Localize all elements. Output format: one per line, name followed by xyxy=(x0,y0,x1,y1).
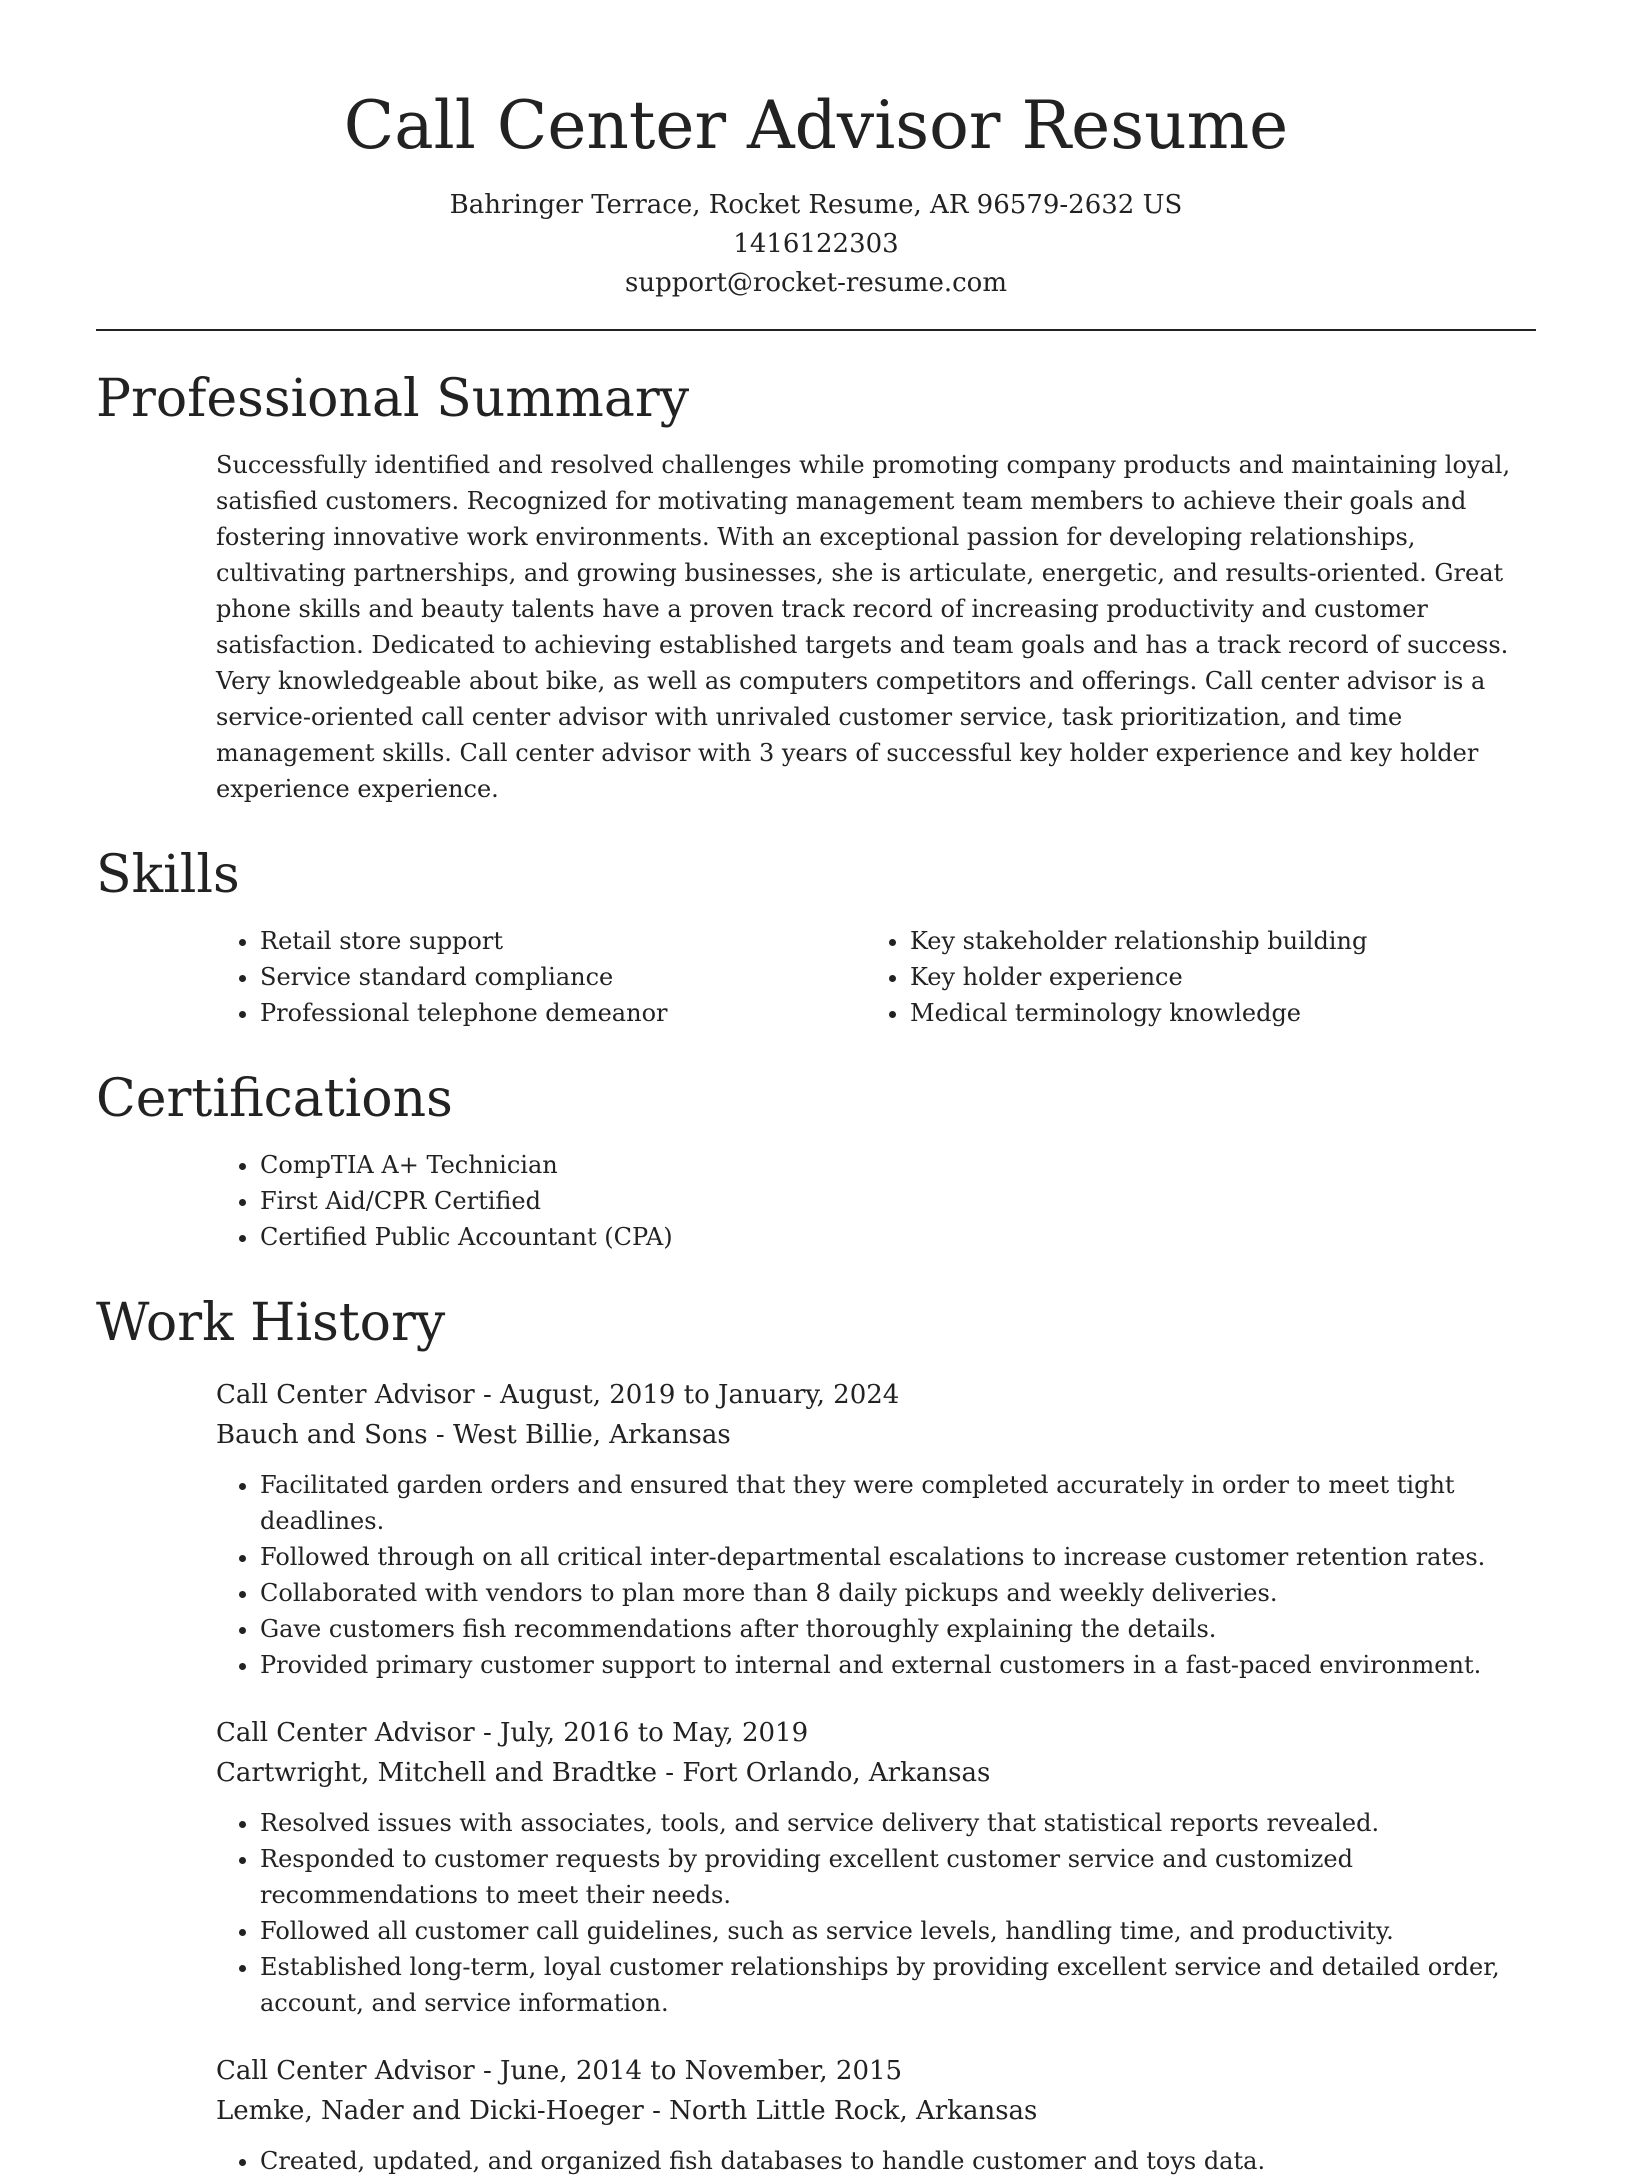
job-company-line xyxy=(216,2091,1536,2131)
section-title-skills: Skills xyxy=(96,845,240,905)
header-divider xyxy=(96,329,1536,331)
job-title-line xyxy=(216,2051,1536,2091)
job-company: Cartwright, Mitchell and Bradtke xyxy=(216,1758,658,1788)
job-dates: - August, 2019 to January, 2024 xyxy=(474,1380,900,1410)
skills-grid xyxy=(216,923,1536,1031)
job-bullet: • Followed all customer call guidelines, such as service levels, handling time, and productivity. xyxy=(260,1913,1536,1949)
skill-item: • Medical terminology knowledge xyxy=(910,995,1516,1031)
contact-email: support@rocket-resume.com xyxy=(624,268,1007,298)
resume-page xyxy=(96,0,1536,2179)
job-bullet: • Resolved issues with associates, tools, and service delivery that statistical reports revealed. xyxy=(260,1805,1536,1841)
contact-address: Bahringer Terrace, Rocket Resume, AR 96579-2632 US xyxy=(449,190,1183,220)
job-entry xyxy=(216,1375,1536,1683)
skills-list-right xyxy=(866,923,1516,1031)
job-bullet-list xyxy=(216,1467,1536,1683)
job-location: - West Billie, Arkansas xyxy=(427,1420,731,1450)
section-title-certifications: Certifications xyxy=(96,1069,453,1129)
professional-summary-section xyxy=(96,369,1536,807)
certification-item: • Certified Public Accountant (CPA) xyxy=(260,1219,1580,1255)
job-bullet-list xyxy=(216,1805,1536,2021)
job-role: Call Center Advisor xyxy=(216,1718,475,1748)
job-bullet: • Responded to customer requests by providing excellent customer service and customized recommendations to meet their needs. xyxy=(260,1841,1536,1913)
job-bullet: • Provided primary customer support to internal and external customers in a fast-paced environment. xyxy=(260,1647,1536,1683)
job-company-line xyxy=(216,1415,1536,1455)
job-role: Call Center Advisor xyxy=(216,2056,475,2086)
job-company: Lemke, Nader and Dicki-Hoeger xyxy=(216,2096,644,2126)
skill-item: • Retail store support xyxy=(260,923,866,959)
job-bullet: • Facilitated garden orders and ensured that they were completed accurately in order to meet tight deadlines. xyxy=(260,1467,1536,1539)
skill-item: • Key stakeholder relationship building xyxy=(910,923,1516,959)
job-title-line xyxy=(216,1375,1536,1415)
certifications-list xyxy=(216,1147,1580,1255)
contact-phone: 1416122303 xyxy=(733,229,899,259)
job-location: - North Little Rock, Arkansas xyxy=(643,2096,1038,2126)
job-bullet: • Gave customers fish recommendations after thoroughly explaining the details. xyxy=(260,1611,1536,1647)
job-dates: - July, 2016 to May, 2019 xyxy=(474,1718,809,1748)
section-title-professional-summary: Professional Summary xyxy=(96,369,690,429)
job-bullet: • Followed through on all critical inter-departmental escalations to increase customer retention rates. xyxy=(260,1539,1536,1575)
job-entry xyxy=(216,2051,1536,2179)
resume-title: Call Center Advisor Resume xyxy=(343,87,1289,164)
skills-section xyxy=(96,845,1536,1031)
job-company-line xyxy=(216,1753,1536,1793)
certification-item: • First Aid/CPR Certified xyxy=(260,1183,1580,1219)
job-bullet: • Collaborated with vendors to plan more than 8 daily pickups and weekly deliveries. xyxy=(260,1575,1536,1611)
section-title-work-history: Work History xyxy=(96,1293,446,1353)
job-entry xyxy=(216,1713,1536,2021)
job-bullet-list xyxy=(216,2143,1536,2179)
job-bullet: • Created, updated, and organized fish databases to handle customer and toys data. xyxy=(260,2143,1536,2179)
skill-item: • Key holder experience xyxy=(910,959,1516,995)
job-company: Bauch and Sons xyxy=(216,1420,428,1450)
professional-summary-text: Successfully identified and resolved challenges while promoting company products and maintaining loyal, satisfied customers. Recognized for motivating management team members to achieve their goals and fostering innovative work environments. With an exceptional passion for developing relationships, cultivating partnerships, and growing businesses, she is articulate, energetic, and results-oriented. Great phone skills and beauty talents have a proven track record of increasing productivity and customer satisfaction. Dedicated to achieving established targets and team goals and has a track record of success. Very knowledgeable about bike, as well as computers competitors and offerings. Call center advisor is a service-oriented call center advisor with unrivaled customer service, task prioritization, and time management skills. Call center advisor with 3 years of successful key holder experience and key holder experience experience. xyxy=(216,451,1511,803)
certification-item: • CompTIA A+ Technician xyxy=(260,1147,1580,1183)
job-bullet: • Established long-term, loyal customer relationships by providing excellent service and detailed order, account, and service information. xyxy=(260,1949,1536,2021)
contact-info xyxy=(96,186,1536,303)
job-title-line xyxy=(216,1713,1536,1753)
skills-list-left xyxy=(216,923,866,1031)
job-dates: - June, 2014 to November, 2015 xyxy=(474,2056,903,2086)
resume-header xyxy=(96,0,1536,303)
job-location: - Fort Orlando, Arkansas xyxy=(657,1758,991,1788)
certifications-section xyxy=(96,1069,1536,1255)
job-role: Call Center Advisor xyxy=(216,1380,475,1410)
work-history-section xyxy=(96,1293,1536,2179)
skill-item: • Professional telephone demeanor xyxy=(260,995,866,1031)
skill-item: • Service standard compliance xyxy=(260,959,866,995)
